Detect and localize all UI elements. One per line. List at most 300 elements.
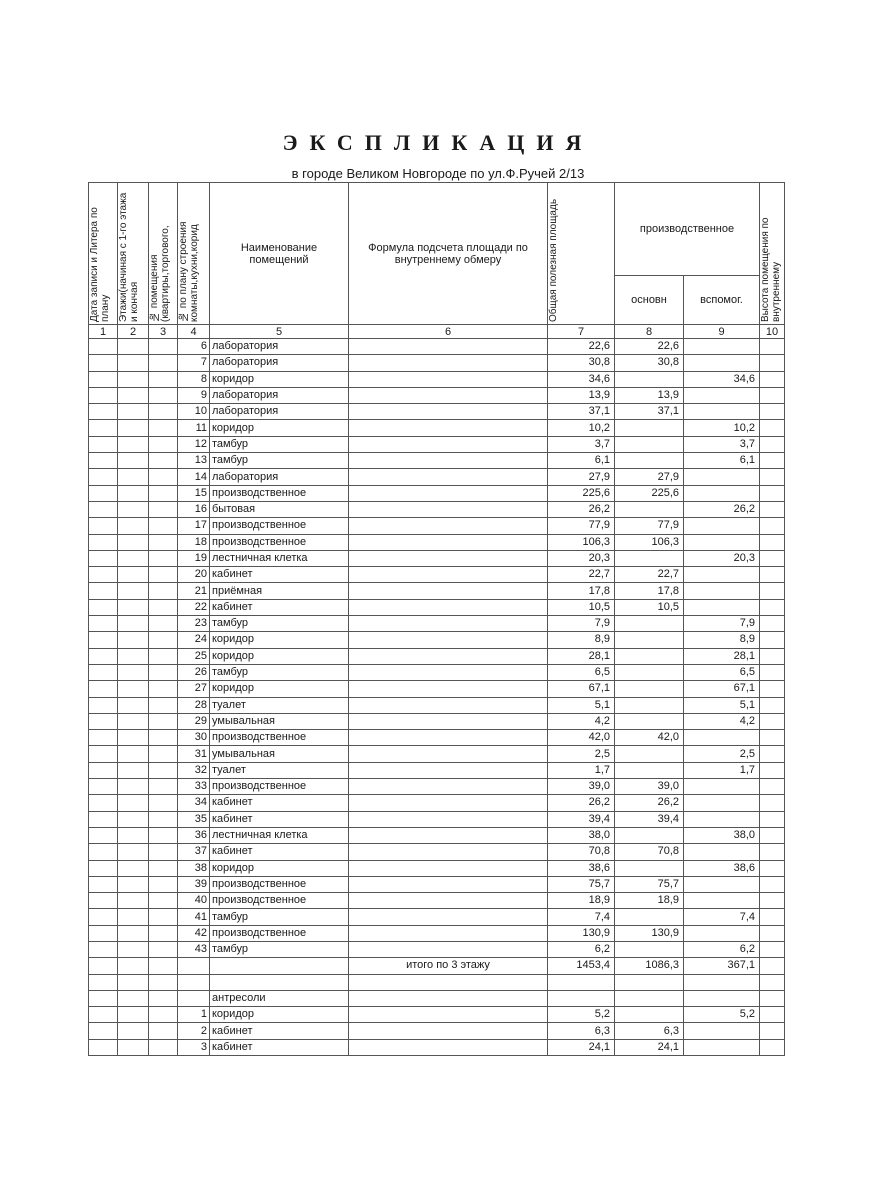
empty-cell bbox=[89, 974, 118, 990]
room-name: тамбур bbox=[210, 616, 349, 632]
empty-cell bbox=[149, 387, 178, 403]
room-name: лаборатория bbox=[210, 469, 349, 485]
aux-area: 2,5 bbox=[684, 746, 760, 762]
room-number: 42 bbox=[178, 925, 210, 941]
aux-area: 10,2 bbox=[684, 420, 760, 436]
room-number bbox=[178, 990, 210, 1006]
total-area: 10,5 bbox=[548, 599, 615, 615]
empty-cell bbox=[149, 681, 178, 697]
table-row bbox=[89, 697, 785, 713]
header-main: основн bbox=[615, 276, 684, 325]
empty-cell bbox=[118, 404, 149, 420]
table-row bbox=[89, 404, 785, 420]
room-number: 6 bbox=[178, 339, 210, 355]
empty-cell bbox=[149, 811, 178, 827]
main-area: 6,3 bbox=[615, 1023, 684, 1039]
empty-cell bbox=[118, 1023, 149, 1039]
room-number: 19 bbox=[178, 550, 210, 566]
col-number: 6 bbox=[349, 325, 548, 339]
empty-cell bbox=[149, 974, 178, 990]
room-name: производственное bbox=[210, 893, 349, 909]
empty-cell bbox=[149, 632, 178, 648]
empty-cell bbox=[118, 550, 149, 566]
empty-cell bbox=[118, 632, 149, 648]
height-cell bbox=[760, 844, 785, 860]
main-area: 22,6 bbox=[615, 339, 684, 355]
table-row bbox=[89, 941, 785, 957]
aux-area bbox=[684, 974, 760, 990]
table-row bbox=[89, 648, 785, 664]
height-cell bbox=[760, 958, 785, 974]
empty-cell bbox=[149, 844, 178, 860]
empty-cell bbox=[89, 469, 118, 485]
empty-cell bbox=[89, 518, 118, 534]
col-number: 2 bbox=[118, 325, 149, 339]
empty-cell bbox=[149, 616, 178, 632]
total-area: 130,9 bbox=[548, 925, 615, 941]
room-number: 26 bbox=[178, 664, 210, 680]
empty-cell bbox=[118, 534, 149, 550]
formula-cell bbox=[349, 779, 548, 795]
empty-cell bbox=[89, 811, 118, 827]
total-area: 6,5 bbox=[548, 664, 615, 680]
total-area: 39,4 bbox=[548, 811, 615, 827]
room-name bbox=[210, 958, 349, 974]
aux-area: 6,1 bbox=[684, 453, 760, 469]
aux-area bbox=[684, 925, 760, 941]
empty-cell bbox=[118, 681, 149, 697]
empty-cell bbox=[149, 355, 178, 371]
total-area: 28,1 bbox=[548, 648, 615, 664]
empty-cell bbox=[149, 501, 178, 517]
aux-area bbox=[684, 844, 760, 860]
total-area: 5,1 bbox=[548, 697, 615, 713]
height-cell bbox=[760, 371, 785, 387]
aux-area bbox=[684, 990, 760, 1006]
table-row bbox=[89, 681, 785, 697]
height-cell bbox=[760, 795, 785, 811]
empty-cell bbox=[89, 925, 118, 941]
height-cell bbox=[760, 827, 785, 843]
main-area bbox=[615, 941, 684, 957]
room-name: лаборатория bbox=[210, 404, 349, 420]
height-cell bbox=[760, 567, 785, 583]
formula-cell bbox=[349, 599, 548, 615]
room-number: 33 bbox=[178, 779, 210, 795]
room-name: умывальная bbox=[210, 713, 349, 729]
table-row bbox=[89, 355, 785, 371]
total-area: 17,8 bbox=[548, 583, 615, 599]
aux-area: 5,1 bbox=[684, 697, 760, 713]
height-cell bbox=[760, 387, 785, 403]
main-area: 130,9 bbox=[615, 925, 684, 941]
room-name: бытовая bbox=[210, 501, 349, 517]
room-number: 29 bbox=[178, 713, 210, 729]
total-area: 75,7 bbox=[548, 876, 615, 892]
empty-cell bbox=[89, 485, 118, 501]
height-cell bbox=[760, 779, 785, 795]
main-area bbox=[615, 681, 684, 697]
col-number: 5 bbox=[210, 325, 349, 339]
room-number: 22 bbox=[178, 599, 210, 615]
total-area: 42,0 bbox=[548, 730, 615, 746]
total-area: 20,3 bbox=[548, 550, 615, 566]
total-area: 2,5 bbox=[548, 746, 615, 762]
aux-area bbox=[684, 1039, 760, 1055]
table-row bbox=[89, 550, 785, 566]
formula-cell bbox=[349, 762, 548, 778]
room-number bbox=[178, 974, 210, 990]
aux-area bbox=[684, 404, 760, 420]
main-area bbox=[615, 713, 684, 729]
empty-cell bbox=[118, 501, 149, 517]
empty-cell bbox=[89, 909, 118, 925]
main-area: 37,1 bbox=[615, 404, 684, 420]
room-number: 7 bbox=[178, 355, 210, 371]
empty-cell bbox=[118, 436, 149, 452]
empty-cell bbox=[89, 713, 118, 729]
aux-area: 28,1 bbox=[684, 648, 760, 664]
room-number: 23 bbox=[178, 616, 210, 632]
formula-cell bbox=[349, 387, 548, 403]
total-area: 8,9 bbox=[548, 632, 615, 648]
room-name: коридор bbox=[210, 371, 349, 387]
empty-cell bbox=[118, 355, 149, 371]
table-row bbox=[89, 436, 785, 452]
total-area: 27,9 bbox=[548, 469, 615, 485]
room-name: коридор bbox=[210, 681, 349, 697]
empty-cell bbox=[149, 730, 178, 746]
main-area: 70,8 bbox=[615, 844, 684, 860]
height-cell bbox=[760, 599, 785, 615]
header-aux: вспомог. bbox=[684, 276, 760, 325]
formula-cell bbox=[349, 974, 548, 990]
empty-cell bbox=[149, 941, 178, 957]
col-number: 1 bbox=[89, 325, 118, 339]
empty-cell bbox=[149, 420, 178, 436]
main-area bbox=[615, 371, 684, 387]
room-name: кабинет bbox=[210, 844, 349, 860]
total-area: 34,6 bbox=[548, 371, 615, 387]
header-formula: Формула подсчета площади по внутреннему обмеру bbox=[349, 183, 548, 325]
room-name: коридор bbox=[210, 420, 349, 436]
aux-area bbox=[684, 485, 760, 501]
empty-cell bbox=[149, 371, 178, 387]
aux-area bbox=[684, 518, 760, 534]
room-number: 3 bbox=[178, 1039, 210, 1055]
formula-cell bbox=[349, 713, 548, 729]
empty-cell bbox=[89, 387, 118, 403]
empty-cell bbox=[89, 599, 118, 615]
formula-cell bbox=[349, 876, 548, 892]
total-area: 6,3 bbox=[548, 1023, 615, 1039]
aux-area: 367,1 bbox=[684, 958, 760, 974]
empty-cell bbox=[118, 420, 149, 436]
height-cell bbox=[760, 420, 785, 436]
formula-cell bbox=[349, 616, 548, 632]
formula-cell bbox=[349, 453, 548, 469]
formula-cell bbox=[349, 404, 548, 420]
formula-cell bbox=[349, 1039, 548, 1055]
formula-cell bbox=[349, 583, 548, 599]
room-name: тамбур bbox=[210, 941, 349, 957]
aux-area bbox=[684, 811, 760, 827]
total-area: 30,8 bbox=[548, 355, 615, 371]
formula-cell bbox=[349, 550, 548, 566]
empty-cell bbox=[89, 632, 118, 648]
room-name: туалет bbox=[210, 697, 349, 713]
room-number: 2 bbox=[178, 1023, 210, 1039]
empty-cell bbox=[89, 567, 118, 583]
empty-cell bbox=[149, 436, 178, 452]
aux-area bbox=[684, 599, 760, 615]
room-number: 35 bbox=[178, 811, 210, 827]
empty-cell bbox=[89, 876, 118, 892]
empty-cell bbox=[118, 746, 149, 762]
aux-area: 7,9 bbox=[684, 616, 760, 632]
height-cell bbox=[760, 355, 785, 371]
height-cell bbox=[760, 501, 785, 517]
aux-area bbox=[684, 876, 760, 892]
formula-cell bbox=[349, 436, 548, 452]
header-date-literal: Дата записи и Литера по плану bbox=[89, 183, 118, 325]
col-number: 10 bbox=[760, 325, 785, 339]
total-area: 1,7 bbox=[548, 762, 615, 778]
room-number: 8 bbox=[178, 371, 210, 387]
table-row bbox=[89, 811, 785, 827]
room-name: коридор bbox=[210, 648, 349, 664]
header-floors: Этажи(начиная с 1-го этажа и кончая bbox=[118, 183, 149, 325]
header-total-area: Общая полезная площадь bbox=[548, 183, 615, 325]
formula-cell bbox=[349, 697, 548, 713]
aux-area bbox=[684, 469, 760, 485]
col-number: 8 bbox=[615, 325, 684, 339]
empty-cell bbox=[118, 730, 149, 746]
col-number: 7 bbox=[548, 325, 615, 339]
height-cell bbox=[760, 632, 785, 648]
table-row bbox=[89, 420, 785, 436]
room-number: 16 bbox=[178, 501, 210, 517]
empty-cell bbox=[89, 795, 118, 811]
total-area: 1453,4 bbox=[548, 958, 615, 974]
document-title: ЭКСПЛИКАЦИЯ bbox=[282, 130, 594, 155]
empty-cell bbox=[118, 860, 149, 876]
table-row bbox=[89, 827, 785, 843]
room-number: 27 bbox=[178, 681, 210, 697]
room-name bbox=[210, 974, 349, 990]
height-cell bbox=[760, 860, 785, 876]
room-number: 20 bbox=[178, 567, 210, 583]
formula-cell bbox=[349, 567, 548, 583]
total-area: 70,8 bbox=[548, 844, 615, 860]
formula-cell bbox=[349, 355, 548, 371]
aux-area: 38,6 bbox=[684, 860, 760, 876]
table-row bbox=[89, 730, 785, 746]
height-cell bbox=[760, 518, 785, 534]
empty-cell bbox=[118, 453, 149, 469]
room-number: 36 bbox=[178, 827, 210, 843]
aux-area: 4,2 bbox=[684, 713, 760, 729]
total-area: 3,7 bbox=[548, 436, 615, 452]
table-row bbox=[89, 518, 785, 534]
empty-cell bbox=[149, 958, 178, 974]
main-area: 75,7 bbox=[615, 876, 684, 892]
empty-cell bbox=[89, 501, 118, 517]
empty-cell bbox=[118, 697, 149, 713]
empty-cell bbox=[118, 876, 149, 892]
table-row bbox=[89, 974, 785, 990]
height-cell bbox=[760, 925, 785, 941]
empty-cell bbox=[149, 485, 178, 501]
empty-cell bbox=[118, 909, 149, 925]
explication-table bbox=[88, 182, 785, 1056]
empty-cell bbox=[149, 893, 178, 909]
room-name: производственное bbox=[210, 485, 349, 501]
empty-cell bbox=[118, 974, 149, 990]
aux-area bbox=[684, 893, 760, 909]
empty-cell bbox=[149, 583, 178, 599]
total-area bbox=[548, 990, 615, 1006]
table-row bbox=[89, 371, 785, 387]
empty-cell bbox=[149, 1007, 178, 1023]
table-row bbox=[89, 567, 785, 583]
empty-cell bbox=[149, 925, 178, 941]
empty-cell bbox=[89, 648, 118, 664]
empty-cell bbox=[149, 990, 178, 1006]
room-name: кабинет bbox=[210, 795, 349, 811]
room-name: туалет bbox=[210, 762, 349, 778]
main-area: 30,8 bbox=[615, 355, 684, 371]
room-name: кабинет bbox=[210, 1023, 349, 1039]
total-area: 77,9 bbox=[548, 518, 615, 534]
room-name: кабинет bbox=[210, 599, 349, 615]
total-area: 39,0 bbox=[548, 779, 615, 795]
header-plan-number: № по плану строения комнаты,кухни,корид bbox=[178, 183, 210, 325]
formula-cell bbox=[349, 420, 548, 436]
empty-cell bbox=[89, 550, 118, 566]
main-area: 106,3 bbox=[615, 534, 684, 550]
empty-cell bbox=[118, 583, 149, 599]
empty-cell bbox=[118, 990, 149, 1006]
aux-area bbox=[684, 534, 760, 550]
table-row bbox=[89, 387, 785, 403]
height-cell bbox=[760, 893, 785, 909]
height-cell bbox=[760, 583, 785, 599]
height-cell bbox=[760, 648, 785, 664]
formula-cell bbox=[349, 909, 548, 925]
main-area: 27,9 bbox=[615, 469, 684, 485]
room-name: коридор bbox=[210, 632, 349, 648]
total-area: 26,2 bbox=[548, 795, 615, 811]
room-name: тамбур bbox=[210, 453, 349, 469]
height-cell bbox=[760, 681, 785, 697]
formula-cell bbox=[349, 469, 548, 485]
total-area: 6,1 bbox=[548, 453, 615, 469]
empty-cell bbox=[149, 550, 178, 566]
height-cell bbox=[760, 990, 785, 1006]
formula-cell bbox=[349, 632, 548, 648]
empty-cell bbox=[149, 779, 178, 795]
room-name: приёмная bbox=[210, 583, 349, 599]
empty-cell bbox=[89, 1023, 118, 1039]
formula-cell bbox=[349, 990, 548, 1006]
height-cell bbox=[760, 404, 785, 420]
empty-cell bbox=[118, 518, 149, 534]
total-area: 106,3 bbox=[548, 534, 615, 550]
col-number: 4 bbox=[178, 325, 210, 339]
empty-cell bbox=[89, 697, 118, 713]
main-area bbox=[615, 453, 684, 469]
empty-cell bbox=[118, 599, 149, 615]
room-name: кабинет bbox=[210, 567, 349, 583]
main-area bbox=[615, 616, 684, 632]
empty-cell bbox=[149, 648, 178, 664]
main-area bbox=[615, 664, 684, 680]
main-area: 13,9 bbox=[615, 387, 684, 403]
empty-cell bbox=[89, 436, 118, 452]
room-number: 32 bbox=[178, 762, 210, 778]
table-row bbox=[89, 779, 785, 795]
empty-cell bbox=[89, 827, 118, 843]
height-cell bbox=[760, 485, 785, 501]
aux-area bbox=[684, 795, 760, 811]
formula-cell bbox=[349, 518, 548, 534]
empty-cell bbox=[149, 860, 178, 876]
empty-cell bbox=[118, 958, 149, 974]
empty-cell bbox=[89, 404, 118, 420]
empty-cell bbox=[89, 681, 118, 697]
formula-cell bbox=[349, 860, 548, 876]
empty-cell bbox=[89, 860, 118, 876]
formula-cell bbox=[349, 893, 548, 909]
empty-cell bbox=[89, 730, 118, 746]
room-name: кабинет bbox=[210, 811, 349, 827]
table-row bbox=[89, 485, 785, 501]
room-name: производственное bbox=[210, 534, 349, 550]
total-area: 37,1 bbox=[548, 404, 615, 420]
empty-cell bbox=[149, 713, 178, 729]
main-area: 17,8 bbox=[615, 583, 684, 599]
empty-cell bbox=[118, 925, 149, 941]
empty-cell bbox=[118, 616, 149, 632]
table-row bbox=[89, 469, 785, 485]
main-area: 26,2 bbox=[615, 795, 684, 811]
empty-cell bbox=[89, 453, 118, 469]
main-area bbox=[615, 1007, 684, 1023]
empty-cell bbox=[89, 339, 118, 355]
formula-cell bbox=[349, 730, 548, 746]
room-name: производственное bbox=[210, 876, 349, 892]
empty-cell bbox=[149, 404, 178, 420]
table-row bbox=[89, 876, 785, 892]
empty-cell bbox=[118, 1007, 149, 1023]
main-area: 77,9 bbox=[615, 518, 684, 534]
formula-cell bbox=[349, 681, 548, 697]
table-row bbox=[89, 713, 785, 729]
table-row bbox=[89, 453, 785, 469]
height-cell bbox=[760, 811, 785, 827]
room-number: 10 bbox=[178, 404, 210, 420]
table-row bbox=[89, 893, 785, 909]
room-number: 34 bbox=[178, 795, 210, 811]
room-name: кабинет bbox=[210, 1039, 349, 1055]
height-cell bbox=[760, 730, 785, 746]
room-number: 21 bbox=[178, 583, 210, 599]
aux-area: 26,2 bbox=[684, 501, 760, 517]
height-cell bbox=[760, 876, 785, 892]
main-area bbox=[615, 420, 684, 436]
room-number: 12 bbox=[178, 436, 210, 452]
